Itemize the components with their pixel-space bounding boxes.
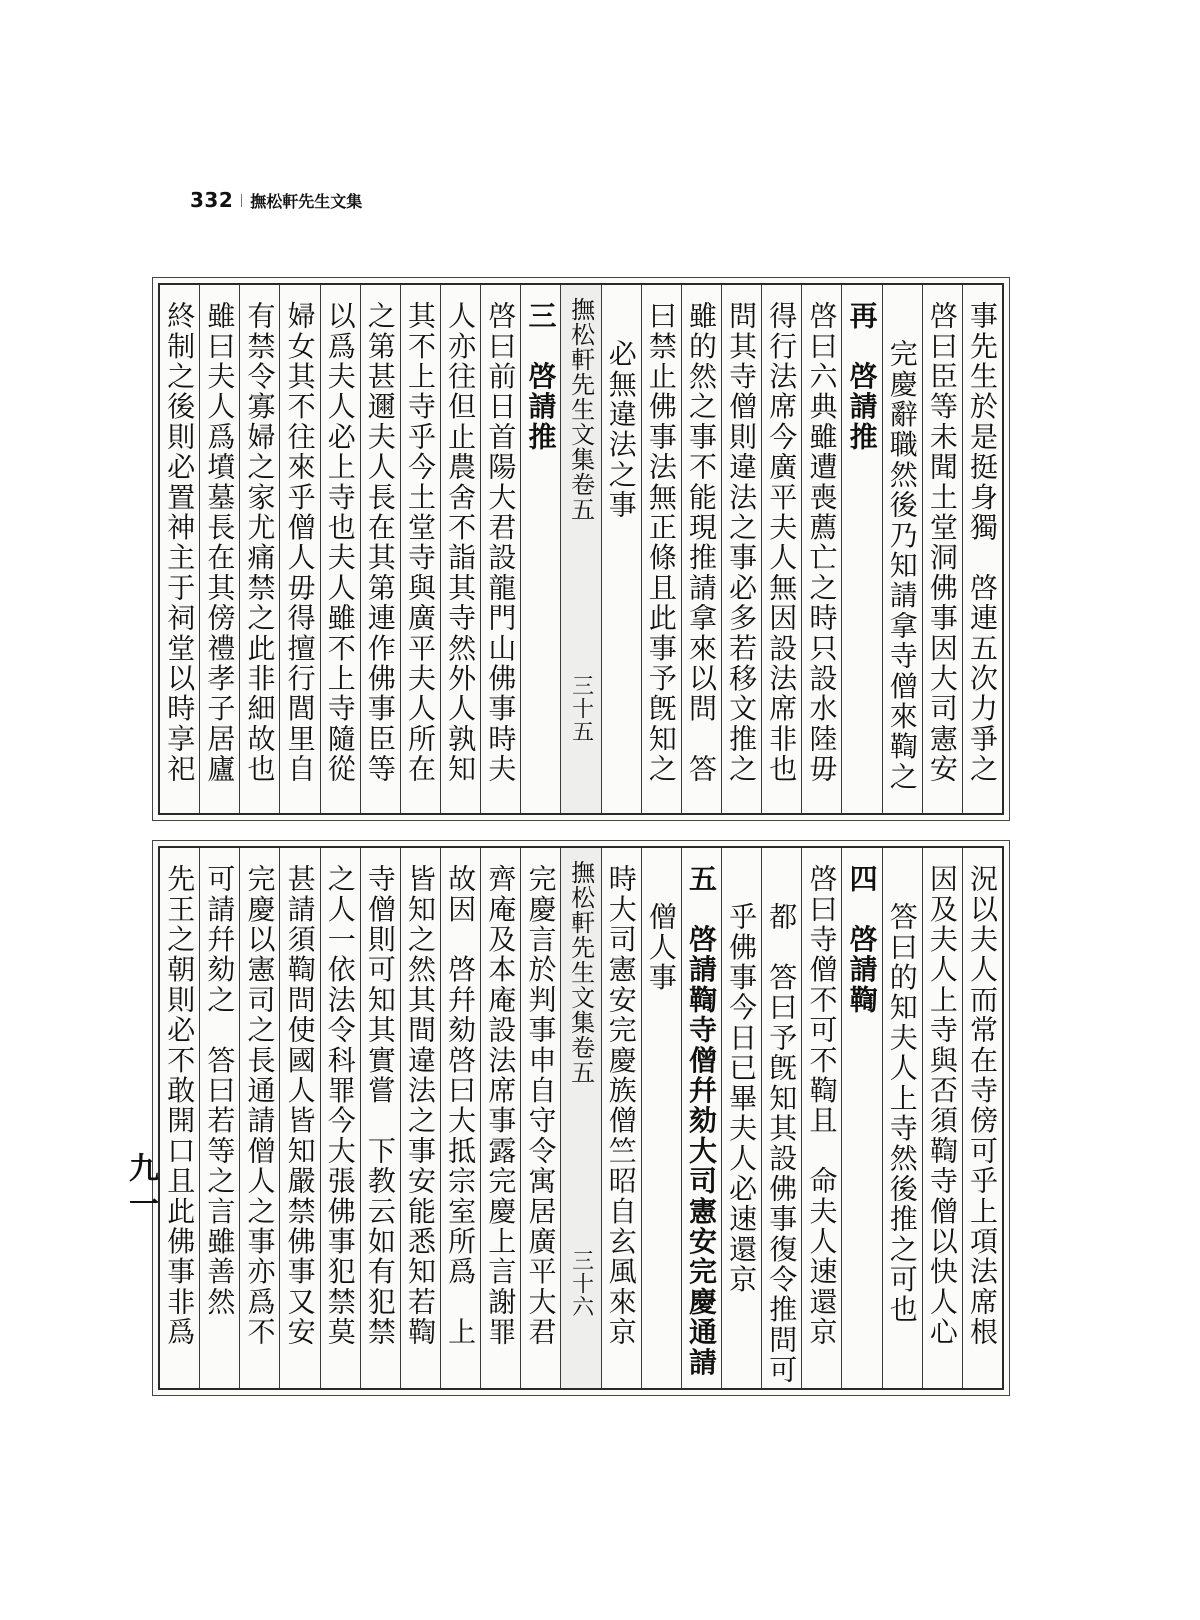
text-column: 先王之朝則必不敢開口且此佛事非爲 xyxy=(163,864,197,1348)
text-column: 甚請須鞫問使國人皆知嚴禁佛事又安 xyxy=(279,848,319,1388)
text-column: 啓曰六典雖遭喪薦亡之時只設水陸毋 xyxy=(801,285,841,813)
text-column: 以爲夫人必上寺也夫人雖不上寺隨從 xyxy=(320,285,360,813)
header-divider xyxy=(241,194,242,207)
fold-title: 撫松軒先生文集卷五 xyxy=(566,860,595,1085)
text-column: 五 啓請鞫寺僧幷劾大司憲安完慶通請 xyxy=(681,848,721,1388)
text-column: 齊庵及本庵設法席事露完慶上言謝罪 xyxy=(480,848,520,1388)
center-fold-column xyxy=(560,848,600,1388)
margin-page-number: 九一 xyxy=(123,1152,158,1224)
text-column: 況以夫人而常在寺傍可乎上項法席根 xyxy=(962,848,1002,1388)
text-column: 三 啓請推 xyxy=(520,285,560,813)
text-column: 之第甚邇夫人長在其第連作佛事臣等 xyxy=(360,285,400,813)
text-column: 必無違法之事 xyxy=(601,285,641,813)
text-column: 四 啓請鞫 xyxy=(841,848,881,1388)
text-column: 啓曰臣等未聞土堂洞佛事因大司憲安 xyxy=(922,285,962,813)
text-column: 故因 啓幷劾啓曰大抵宗室所爲 上 xyxy=(440,848,480,1388)
page-header xyxy=(190,188,362,212)
text-column: 得行法席今廣平夫人無因設法席非也 xyxy=(761,285,801,813)
text-column: 乎佛事今日已畢夫人必速還京 xyxy=(721,848,761,1388)
fold-page-number: 三十六 xyxy=(568,1249,594,1318)
text-column: 寺僧則可知其實嘗 下教云如有犯禁 xyxy=(360,848,400,1388)
page-number: 332 xyxy=(190,188,234,212)
text-columns-lower xyxy=(160,848,1002,1388)
text-column: 都 答曰予旣知其設佛事復令推問可 xyxy=(761,848,801,1388)
text-column: 答曰的知夫人上寺然後推之可也 xyxy=(882,848,922,1388)
text-column: 婦女其不往來乎僧人毋得擅行閭里自 xyxy=(279,285,319,813)
text-column: 僧人事 xyxy=(641,848,681,1388)
text-column: 之人一依法令科罪今大張佛事犯禁莫 xyxy=(320,848,360,1388)
text-column: 可請幷劾之 答曰若等之言雖善然 xyxy=(199,848,239,1388)
text-column: 其不上寺乎今土堂寺與廣平夫人所在 xyxy=(400,285,440,813)
text-column: 因及夫人上寺與否須鞫寺僧以快人心 xyxy=(922,848,962,1388)
text-column: 雖曰夫人爲墳墓長在其傍禮孝子居廬 xyxy=(199,285,239,813)
fold-title: 撫松軒先生文集卷五 xyxy=(566,297,595,522)
text-column: 終制之後則必置神主于祠堂以時享祀 xyxy=(163,301,197,785)
text-column: 皆知之然其間違法之事安能悉知若鞫 xyxy=(400,848,440,1388)
text-column: 完慶辭職然後乃知請拿寺僧來鞫之 xyxy=(882,285,922,813)
woodblock-page-upper xyxy=(158,283,1004,815)
fold-page-number: 三十五 xyxy=(568,674,594,743)
text-column: 人亦往但止農舍不詣其寺然外人孰知 xyxy=(440,285,480,813)
text-column: 啓曰寺僧不可不鞫且 命夫人速還京 xyxy=(801,848,841,1388)
text-column: 再 啓請推 xyxy=(841,285,881,813)
text-column: 完慶以憲司之長通請僧人之事亦爲不 xyxy=(239,848,279,1388)
text-column: 啓曰前日首陽大君設龍門山佛事時夫 xyxy=(480,285,520,813)
text-column: 完慶言於判事申自守令寓居廣平大君 xyxy=(520,848,560,1388)
text-column: 有禁令寡婦之家尤痛禁之此非細故也 xyxy=(239,285,279,813)
center-fold-column xyxy=(560,285,600,813)
text-column: 雖的然之事不能現推請拿來以問 答 xyxy=(681,285,721,813)
text-column: 曰禁止佛事法無正條且此事予旣知之 xyxy=(641,285,681,813)
woodblock-page-lower xyxy=(158,846,1004,1390)
book-title: 撫松軒先生文集 xyxy=(250,192,363,211)
text-columns-upper xyxy=(160,285,1002,813)
text-column: 問其寺僧則違法之事必多若移文推之 xyxy=(721,285,761,813)
text-column: 時大司憲安完慶族僧竺昭自玄風來京 xyxy=(601,848,641,1388)
text-column: 事先生於是挺身獨 啓連五次力爭之 xyxy=(962,285,1002,813)
